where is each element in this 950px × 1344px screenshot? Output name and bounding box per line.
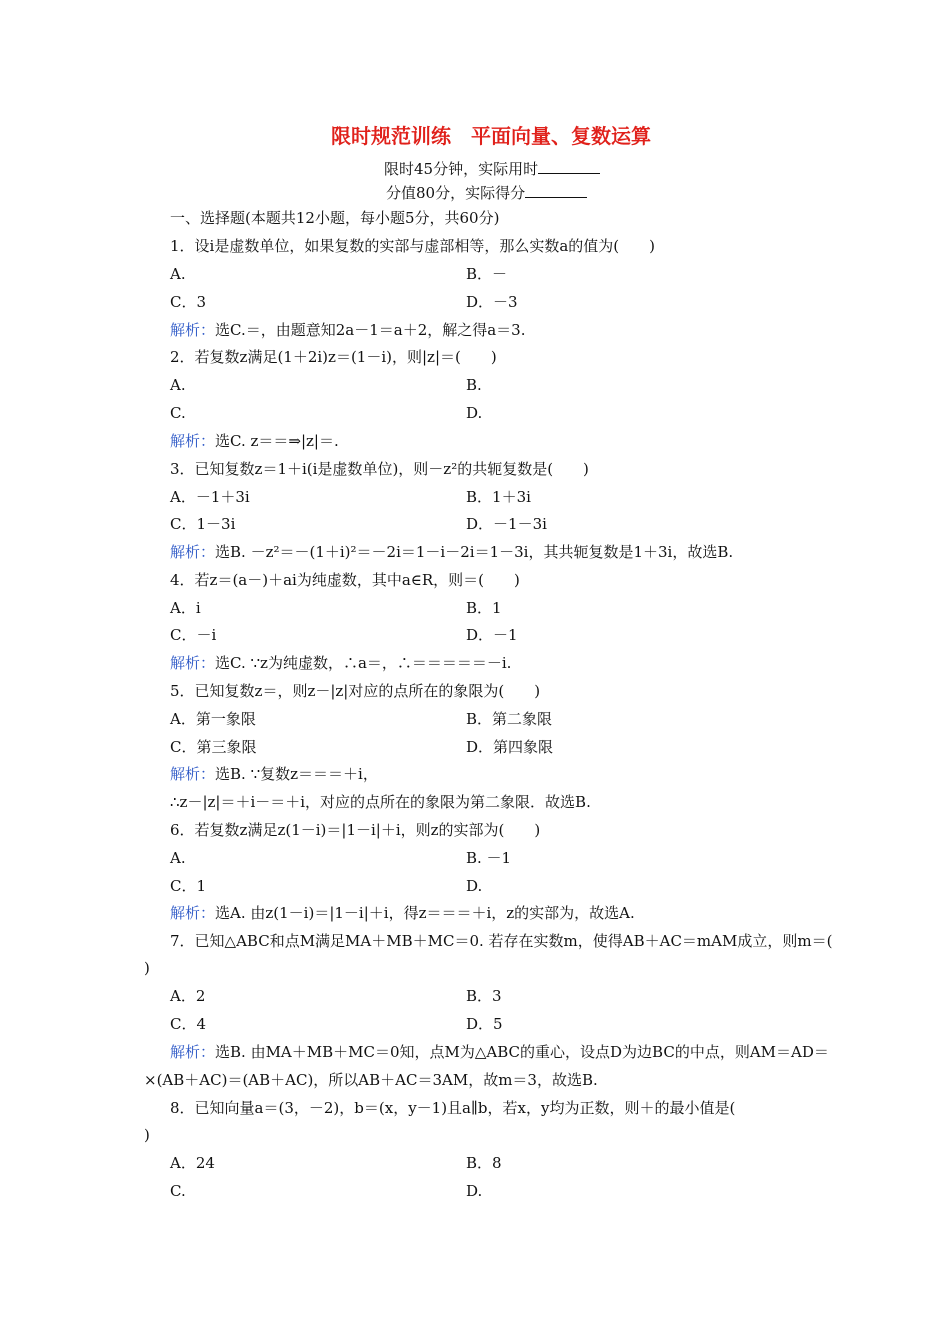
option-c: C．－i bbox=[170, 626, 217, 644]
section-heading: 一、选择题(本题共12小题，每小题5分，共60分) bbox=[170, 209, 500, 227]
analysis-text: 选B. －z²＝－(1＋i)²＝－2i＝1－i－2i＝1－3i，其共轭复数是1＋3i，故选B. bbox=[215, 543, 734, 561]
option-b: B．第二象限 bbox=[466, 710, 553, 728]
option-d: D．5 bbox=[466, 1015, 503, 1033]
question-stem-continuation: ) bbox=[144, 959, 150, 977]
option-c: C. bbox=[170, 1182, 186, 1200]
analysis-line bbox=[170, 1042, 829, 1062]
analysis-text: 选C. ∵z为纯虚数，∴a＝，∴＝＝＝＝＝－i. bbox=[215, 654, 512, 672]
question-stem: 7．已知△ABC和点M满足MA＋MB＋MC＝0. 若存在实数m，使得AB＋AC＝mAM成立，则m＝( bbox=[170, 932, 833, 950]
option-c: C．4 bbox=[170, 1015, 207, 1033]
option-c: C．3 bbox=[170, 293, 207, 311]
question-stem: 6．若复数z满足z(1－i)＝|1－i|＋i，则z的实部为( ) bbox=[170, 821, 541, 839]
option-c: C．1 bbox=[170, 877, 207, 895]
analysis-line bbox=[170, 431, 339, 451]
option-b: B．1 bbox=[466, 599, 502, 617]
option-d: D. bbox=[466, 1182, 483, 1200]
question-stem: 8．已知向量a＝(3，－2)，b＝(x，y－1)且a∥b，若x，y均为正数，则＋的最小值是( bbox=[170, 1099, 736, 1117]
option-d: D．－1 bbox=[466, 626, 518, 644]
analysis-text: 选C. z＝＝⇒|z|＝. bbox=[215, 432, 339, 450]
question-stem: 5．已知复数z＝，则z－|z|对应的点所在的象限为( ) bbox=[170, 682, 541, 700]
option-b: B. bbox=[466, 376, 482, 394]
option-a: A. bbox=[170, 265, 186, 283]
analysis-label: 解析： bbox=[170, 904, 216, 922]
score-line bbox=[386, 183, 587, 203]
option-c: C．第三象限 bbox=[170, 738, 257, 756]
question-stem-continuation: ) bbox=[144, 1126, 150, 1144]
time-limit-line bbox=[384, 159, 600, 179]
option-b: B. －1 bbox=[466, 849, 512, 867]
document-title: 限时规范训练 平面向量、复数运算 bbox=[331, 124, 651, 148]
question-stem: 3．已知复数z＝1＋i(i是虚数单位)，则－z²的共轭复数是( ) bbox=[170, 460, 589, 478]
analysis-continuation: ∴z－|z|＝＋i－＝＋i，对应的点所在的象限为第二象限．故选B. bbox=[170, 793, 591, 811]
analysis-line bbox=[170, 653, 511, 673]
option-d: D．－1－3i bbox=[466, 515, 547, 533]
analysis-label: 解析： bbox=[170, 765, 216, 783]
option-d: D．第四象限 bbox=[466, 738, 554, 756]
option-b: B．－ bbox=[466, 265, 508, 283]
analysis-text: 选C.＝，由题意知2a－1＝a＋2，解之得a＝3. bbox=[215, 321, 526, 339]
question-stem: 1．设i是虚数单位，如果复数的实部与虚部相等，那么实数a的值为( ) bbox=[170, 237, 655, 255]
option-a: A．－1＋3i bbox=[170, 488, 250, 506]
option-a: A．第一象限 bbox=[170, 710, 256, 728]
analysis-line bbox=[170, 764, 378, 784]
score-blank bbox=[525, 183, 587, 198]
analysis-line bbox=[170, 320, 526, 340]
option-b: B．8 bbox=[466, 1154, 502, 1172]
analysis-continuation: ×(AB＋AC)＝(AB＋AC)，所以AB＋AC＝3AM，故m＝3，故选B. bbox=[144, 1071, 598, 1089]
option-c: C. bbox=[170, 404, 186, 422]
option-a: A．2 bbox=[170, 987, 206, 1005]
option-a: A. bbox=[170, 849, 186, 867]
option-a: A．24 bbox=[170, 1154, 215, 1172]
analysis-text: 选A. 由z(1－i)＝|1－i|＋i，得z＝＝＝＋i，z的实部为，故选A. bbox=[215, 904, 635, 922]
analysis-label: 解析： bbox=[170, 321, 216, 339]
option-d: D. bbox=[466, 877, 483, 895]
time-limit-text: 限时45分钟，实际用时 bbox=[384, 160, 539, 178]
time-blank bbox=[538, 159, 600, 174]
analysis-label: 解析： bbox=[170, 432, 216, 450]
analysis-label: 解析： bbox=[170, 1043, 216, 1061]
analysis-line bbox=[170, 542, 733, 562]
option-a: A. bbox=[170, 376, 186, 394]
analysis-label: 解析： bbox=[170, 654, 216, 672]
option-a: A．i bbox=[170, 599, 201, 617]
analysis-label: 解析： bbox=[170, 543, 216, 561]
option-d: D. bbox=[466, 404, 483, 422]
question-stem: 4．若z＝(a－)＋ai为纯虚数，其中a∈R，则＝( ) bbox=[170, 571, 520, 589]
question-stem: 2．若复数z满足(1＋2i)z＝(1－i)，则|z|＝( ) bbox=[170, 348, 497, 366]
option-c: C．1－3i bbox=[170, 515, 236, 533]
score-text: 分值80分，实际得分 bbox=[386, 184, 526, 202]
analysis-line bbox=[170, 903, 635, 923]
option-d: D．－3 bbox=[466, 293, 518, 311]
option-b: B．1＋3i bbox=[466, 488, 531, 506]
analysis-text: 选B. 由MA＋MB＋MC＝0知，点M为△ABC的重心，设点D为边BC的中点，则AM＝AD＝ bbox=[215, 1043, 829, 1061]
option-b: B．3 bbox=[466, 987, 502, 1005]
analysis-text: 选B. ∵复数z＝＝＝＋i， bbox=[215, 765, 378, 783]
